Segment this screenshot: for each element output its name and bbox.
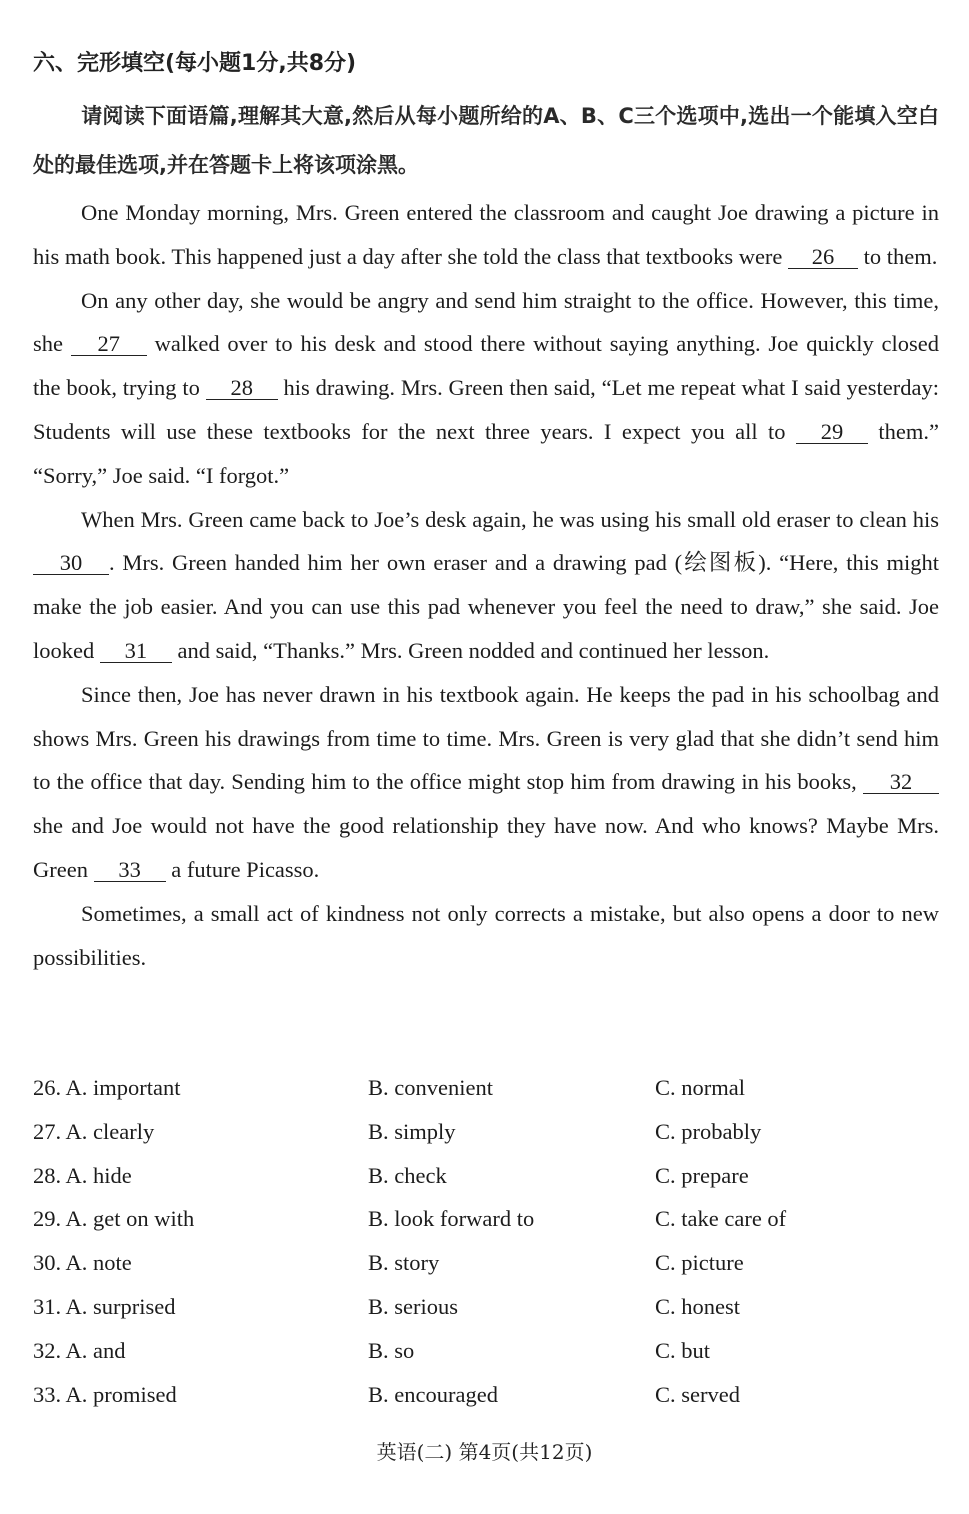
option-32-a: 32. A. and <box>33 1337 126 1363</box>
option-33-c: C. served <box>655 1381 740 1407</box>
option-row-30 <box>33 1241 939 1285</box>
options-list <box>33 1066 939 1416</box>
option-28-b: B. check <box>368 1162 447 1188</box>
option-28-a: 28. A. hide <box>33 1162 132 1188</box>
blank-28: 28 <box>206 377 278 400</box>
option-30-c: C. picture <box>655 1250 744 1276</box>
option-26-c: C. normal <box>655 1075 745 1100</box>
blank-29: 29 <box>796 421 868 444</box>
option-row-28 <box>33 1154 939 1198</box>
instructions-text: 请阅读下面语篇,理解其大意,然后从每小题所给的A、B、C三个选项中,选出一个能填入空白处的最佳选项,并在答题卡上将该项涂黑。 <box>33 104 939 177</box>
option-row-26 <box>33 1066 939 1110</box>
option-26-b: B. convenient <box>368 1075 493 1100</box>
option-31-c: C. honest <box>655 1293 741 1319</box>
option-30-b: B. story <box>368 1250 440 1276</box>
option-33-a: 33. A. promised <box>33 1381 177 1407</box>
page-footer: 英语(二) 第4页(共12页) <box>376 1440 593 1464</box>
blank-31: 31 <box>100 640 172 663</box>
passage <box>33 191 939 979</box>
option-29-c: C. take care of <box>655 1206 787 1232</box>
option-27-b: B. simply <box>368 1118 456 1144</box>
paragraph-5: Sometimes, a small act of kindness not only corrects a mistake, but also opens a door to new possibilities. <box>33 900 939 970</box>
blank-30: 30 <box>33 552 109 575</box>
paragraph-1: One Monday morning, Mrs. Green entered the classroom and caught Joe drawing a picture in his math book. This happened just a day after she told the class that textbooks were 26 to them. <box>33 200 939 269</box>
blank-33: 33 <box>94 859 166 882</box>
section-title: 六、完形填空(每小题1分,共8分) <box>33 51 357 76</box>
option-row-31 <box>33 1285 939 1329</box>
paragraph-2: On any other day, she would be angry and send him straight to the office. However, this time, she 27 walked over to his desk and stood there without saying anything. Joe quickly closed the book, trying to 28 his drawing. Mrs. Green then said, “Let me repeat what I said yesterday: Students will use these textbooks for the next three years. I expect you all to 29 them.” “Sorry,” Joe said. “I forgot.” <box>33 287 939 488</box>
option-row-29 <box>33 1197 939 1241</box>
option-26-a: 26. A. important <box>33 1075 181 1100</box>
option-29-b: B. look forward to <box>368 1206 535 1232</box>
option-27-c: C. probably <box>655 1118 762 1144</box>
option-32-b: B. so <box>368 1337 415 1363</box>
option-31-a: 31. A. surprised <box>33 1293 176 1319</box>
option-27-a: 27. A. clearly <box>33 1118 155 1144</box>
blank-26: 26 <box>788 246 858 269</box>
option-row-27 <box>33 1110 939 1154</box>
option-row-33 <box>33 1373 939 1417</box>
instructions <box>33 92 939 190</box>
option-32-c: C. but <box>655 1337 711 1363</box>
option-33-b: B. encouraged <box>368 1381 498 1407</box>
paragraph-3: When Mrs. Green came back to Joe’s desk again, he was using his small old eraser to clean his 30 . Mrs. Green handed him her own eraser and a drawing pad (绘图板). “Here, this might make the job easier. And you can use this pad whenever you feel the need to draw,” she said. Joe looked 31 and said, “Thanks.” Mrs. Green nodded and continued her lesson. <box>33 506 939 663</box>
paragraph-4: Since then, Joe has never drawn in his textbook again. He keeps the pad in his schoolbag and shows Mrs. Green his drawings from time to time. Mrs. Green is very glad that she didn’t send him to the office that day. Sending him to the office might stop him from drawing in his books, 32 she and Joe would not have the good relationship they have now. And who knows? Maybe Mrs. Green 33 a future Picasso. <box>33 681 939 882</box>
option-28-c: C. prepare <box>655 1162 749 1188</box>
blank-27: 27 <box>71 333 147 356</box>
option-31-b: B. serious <box>368 1293 458 1319</box>
blank-32: 32 <box>863 771 939 794</box>
option-29-a: 29. A. get on with <box>33 1206 195 1232</box>
option-30-a: 30. A. note <box>33 1250 132 1276</box>
option-row-32 <box>33 1329 939 1373</box>
